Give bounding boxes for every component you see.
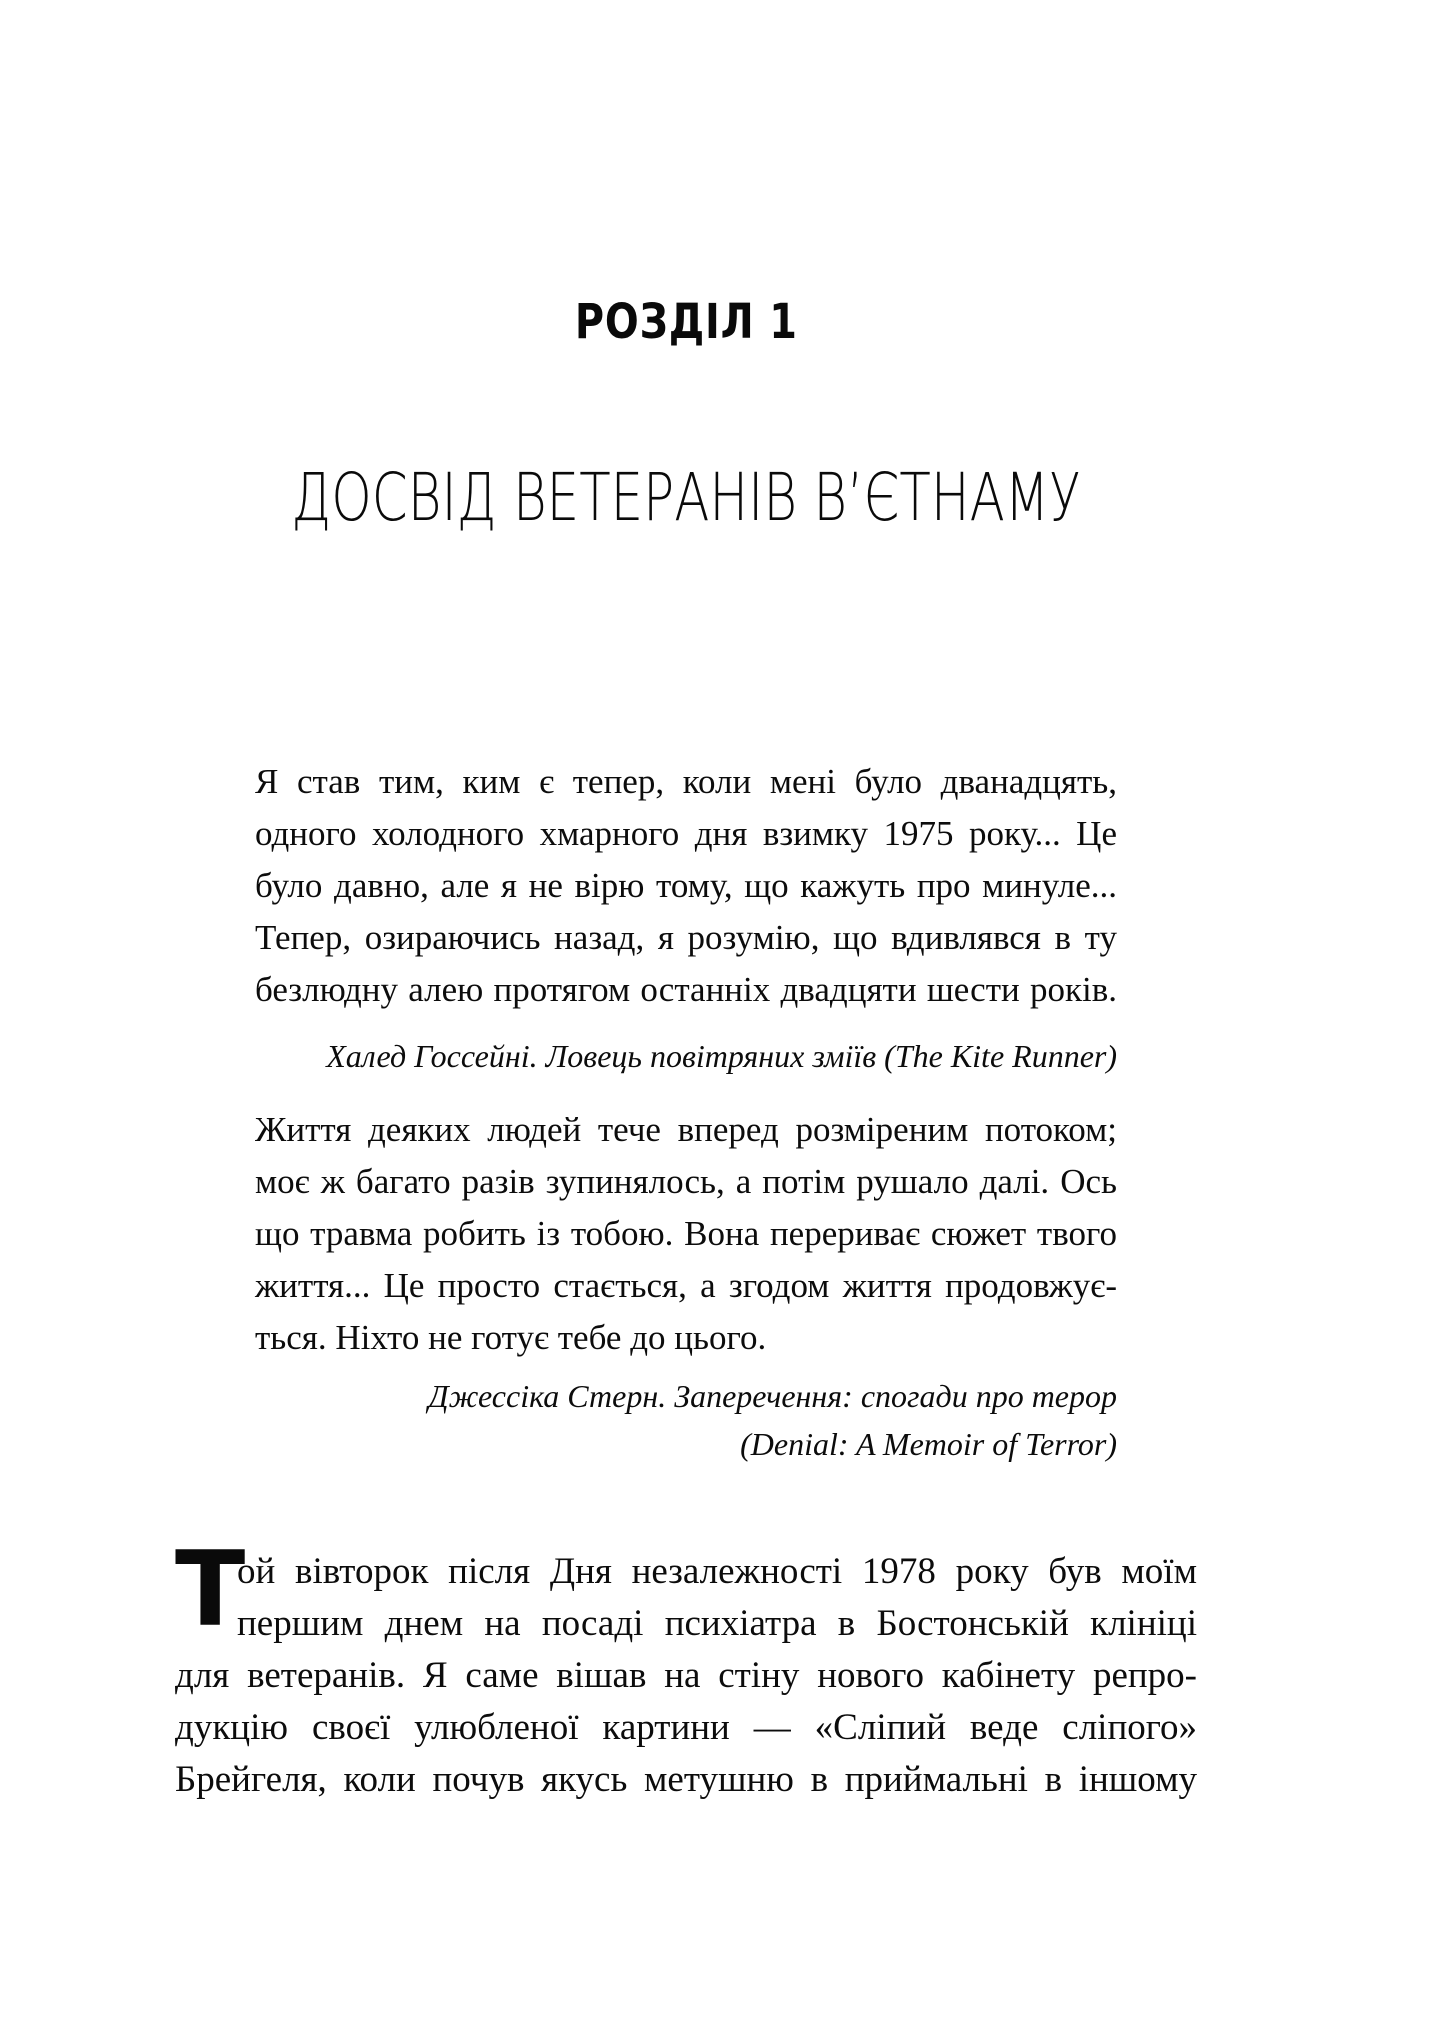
body-paragraph	[175, 1530, 1197, 1806]
body-line-1: ой вівторок після Дня незалежності 1978 року був моїм	[237, 1551, 1197, 1592]
body-line-5: Брейгеля, коли почув якусь метушню в приймальні в іншому	[175, 1759, 1197, 1800]
drop-cap-letter: Т	[175, 1530, 246, 1650]
chapter-title	[175, 458, 1197, 538]
epigraph-1-attribution-line: Халед Госсейні. Ловець повітряних зміїв (The Kite Runner)	[326, 1038, 1117, 1074]
epigraph-2-line-2: моє ж багато разів зупинялось, а потім рушало далі. Ось	[255, 1162, 1117, 1201]
epigraph-1-line-1: Я став тим, ким є тепер, коли мені було дванадцять,	[255, 762, 1117, 801]
epigraph-1-attribution	[255, 1032, 1117, 1080]
body-line-2: першим днем на посаді психіатра в Бостонській клініці	[237, 1603, 1197, 1644]
epigraph-1-line-5: безлюдну алею протягом останніх двадцяти шести років.	[255, 970, 1117, 1009]
chapter-number-heading	[175, 296, 1197, 348]
body-line-3: для ветеранів. Я саме вішав на стіну нового кабінету репро-	[175, 1655, 1197, 1696]
epigraph-2-attribution-line-1: Джессіка Стерн. Заперечення: спогади про терор	[428, 1378, 1117, 1414]
epigraph-2-line-5: ться. Ніхто не готує тебе до цього.	[255, 1318, 767, 1357]
epigraph-2-attribution	[255, 1372, 1117, 1468]
epigraph-quote-1	[255, 756, 1117, 1016]
chapter-title-text: ДОСВІД ВЕТЕРАНІВ В’ЄТНАМУ	[291, 459, 1081, 536]
epigraph-2-line-3: що травма робить із тобою. Вона перериває сюжет твого	[255, 1214, 1117, 1253]
epigraph-2-attribution-line-2: (Denial: A Memoir of Terror)	[740, 1426, 1117, 1462]
epigraph-quote-2	[255, 1104, 1117, 1364]
epigraph-2-line-1: Життя деяких людей тече вперед розміреним потоком;	[255, 1110, 1117, 1149]
epigraph-2-line-4: життя... Це просто стається, а згодом життя продовжує-	[255, 1266, 1117, 1305]
body-line-4: дукцію своєї улюбленої картини — «Сліпий веде сліпого»	[175, 1707, 1197, 1748]
epigraph-1-line-4: Тепер, озираючись назад, я розумію, що вдивлявся в ту	[255, 918, 1117, 957]
chapter-number-text: РОЗДІЛ 1	[574, 294, 798, 350]
epigraph-1-line-3: було давно, але я не вірю тому, що кажуть про минуле...	[255, 866, 1117, 905]
epigraph-1-line-2: одного холодного хмарного дня взимку 1975 року... Це	[255, 814, 1117, 853]
